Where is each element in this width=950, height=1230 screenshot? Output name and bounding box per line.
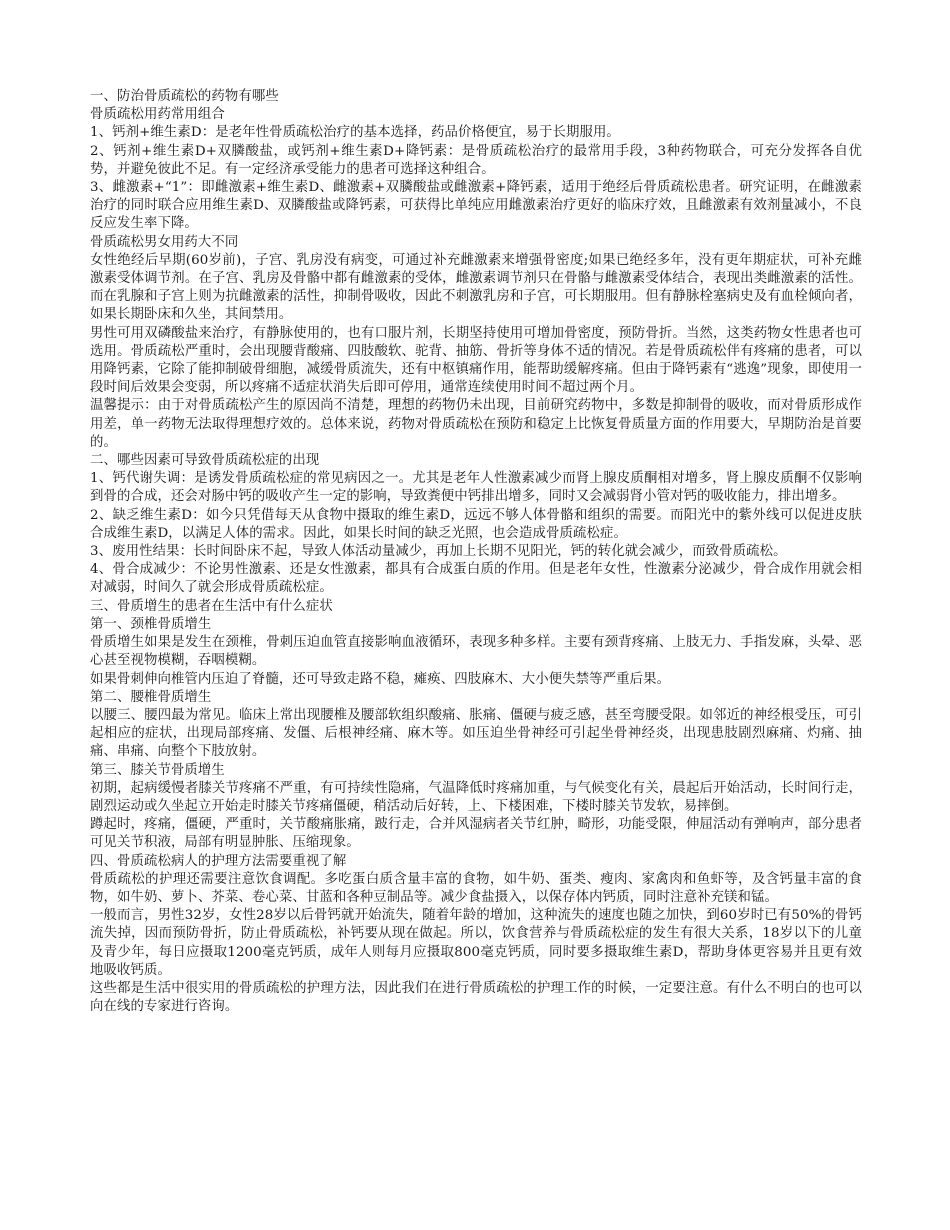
paragraph: 2、缺乏维生素D：如今只凭借每天从食物中摄取的维生素D，远远不够人体骨骼和组织的需要。而阳光中的紫外线可以促进皮肤合成维生素D，以满足人体的需求。因此，如果长时间的缺乏光照，也会造成骨质疏松症。 xyxy=(90,507,862,541)
paragraph: 如果骨刺伸向椎管内压迫了脊髓，还可导致走路不稳，瘫痪、四肢麻木、大小便失禁等严重后果。 xyxy=(90,671,671,687)
subheading-cervical: 第一、颈椎骨质增生 xyxy=(90,616,212,632)
paragraph: 1、钙代谢失调：是诱发骨质疏松症的常见病因之一。尤其是老年人性激素减少而肾上腺皮质酮相对增多，肾上腺皮质酮不仅影响到骨的合成，还会对肠中钙的吸收产生一定的影响，导致粪便中钙排出增多，同时又会减弱肾小管对钙的吸收能力，排出增多。 xyxy=(90,471,862,505)
paragraph: 3、废用性结果：长时间卧床不起，导致人体活动量减少，再加上长期不见阳光，钙的转化就会减少，而致骨质疏松。 xyxy=(90,544,787,560)
paragraph: 一般而言，男性32岁，女性28岁以后骨钙就开始流失，随着年龄的增加，这种流失的速度也随之加快，到60岁时已有50%的骨钙流失掉，因而预防骨折，防止骨质疏松，补钙要从现在做起。所以，饮食营养与骨质疏松症的发生有很大关系，18岁以下的儿童及青少年，每日应摄取1200毫克钙质，成年人则每月应摄取800毫克钙质，同时要多摄取维生素D，帮助身体更容易并且更有效地吸收钙质。 xyxy=(90,908,862,978)
section-heading-1: 一、防治骨质疏松的药物有哪些 xyxy=(90,89,279,104)
section-heading-3: 三、骨质增生的患者在生活中有什么症状 xyxy=(90,598,333,614)
paragraph: 4、骨合成减少：不论男性激素、还是女性激素，都具有合成蛋白质的作用。但是老年女性，性激素分泌减少，骨合成作用就会相对减弱，时间久了就会形成骨质疏松症。 xyxy=(90,562,862,596)
section-heading-2: 二、哪些因素可导致骨质疏松症的出现 xyxy=(90,453,320,469)
document-body xyxy=(90,88,862,1016)
paragraph: 1、钙剂+维生素D：是老年性骨质疏松治疗的基本选择，药品价格便宜，易于长期服用。 xyxy=(90,125,620,141)
paragraph: 以腰三、腰四最为常见。临床上常出现腰椎及腰部软组织酸痛、胀痛、僵硬与疲乏感，甚至弯腰受限。如邻近的神经根受压，可引起相应的症状，出现局部疼痛、发僵、后根神经痛、麻木等。如压迫坐骨神经可引起坐骨神经炎，出现患肢剧烈麻痛、灼痛、抽痛、串痛、向整个下肢放射。 xyxy=(90,707,862,760)
paragraph: 初期，起病缓慢者膝关节疼痛不严重，有可持续性隐痛，气温降低时疼痛加重，与气候变化有关，晨起后开始活动，长时间行走，剧烈运动或久坐起立开始走时膝关节疼痛僵硬，稍活动后好转，上、下楼困难，下楼时膝关节发软，易摔倒。 xyxy=(90,780,862,814)
subheading-drug-combinations: 骨质疏松用药常用组合 xyxy=(90,107,225,123)
paragraph: 蹲起时，疼痛，僵硬，严重时，关节酸痛胀痛，跛行走，合并风湿病者关节红肿，畸形，功能受限，伸屈活动有弹响声，部分患者可见关节积液，局部有明显肿胀、压缩现象。 xyxy=(90,817,862,851)
section-heading-4: 四、骨质疏松病人的护理方法需要重视了解 xyxy=(90,853,347,869)
paragraph: 女性绝经后早期(60岁前)，子宫、乳房没有病变，可通过补充雌激素来增强骨密度;如果已绝经多年，没有更年期症状，可补充雌激素受体调节剂。在子宫、乳房及骨骼中都有雌激素的受体，雌激素调节剂只在骨骼与雌激素受体结合，表现出类雌激素的活性。而在乳腺和子宫上则为抗雌激素的活性，抑制骨吸收，因此不刺激乳房和子宫，可长期服用。但有静脉栓塞病史及有血栓倾向者，如果长期卧床和久坐，其间禁用。 xyxy=(90,252,862,323)
paragraph: 2、钙剂+维生素D+双膦酸盐，或钙剂+维生素D+降钙素：是骨质疏松治疗的最常用手段，3种药物联合，可充分发挥各自优势，并避免彼此不足。有一定经济承受能力的患者可选择这种组合。 xyxy=(90,143,862,177)
subheading-knee: 第三、膝关节骨质增生 xyxy=(90,762,225,778)
paragraph: 男性可用双磷酸盐来治疗，有静脉使用的，也有口服片剂，长期坚持使用可增加骨密度，预防骨折。当然，这类药物女性患者也可选用。骨质疏松严重时，会出现腰背酸痛、四肢酸软、驼背、抽筋、骨折等身体不适的情况。若是骨质疏松伴有疼痛的患者，可以用降钙素，它除了能抑制破骨细胞，减缓骨质流失，还有中枢镇痛作用，能帮助缓解疼痛。但由于降钙素有“逃逸”现象，即使用一段时间后效果会变弱，所以疼痛不适症状消失后即可停用，通常连续使用时间不超过两个月。 xyxy=(90,325,862,396)
paragraph: 3、雌激素+“1”：即雌激素+维生素D、雌激素+双膦酸盐或雌激素+降钙素，适用于绝经后骨质疏松患者。研究证明，在雌激素治疗的同时联合应用维生素D、双膦酸盐或降钙素，可获得比单纯应用雌激素治疗更好的临床疗效，且雌激素有效剂量减小，不良反应发生率下降。 xyxy=(90,180,862,232)
paragraph-tip: 温馨提示：由于对骨质疏松产生的原因尚不清楚，理想的药物仍未出现，目前研究药物中，多数是抑制骨的吸收，而对骨质形成作用差，单一药物无法取得理想疗效的。总体来说，药物对骨质疏松在预防和稳定上比恢复骨质量方面的作用要大，早期防治是首要的。 xyxy=(90,398,862,450)
subheading-gender-differences: 骨质疏松男女用药大不同 xyxy=(90,234,239,250)
paragraph: 骨质增生如果是发生在颈椎，骨刺压迫血管直接影响血液循环，表现多种多样。主要有颈背疼痛、上肢无力、手指发麻，头晕、恶心甚至视物模糊，吞咽模糊。 xyxy=(90,635,862,669)
paragraph: 骨质疏松的护理还需要注意饮食调配。多吃蛋白质含量丰富的食物，如牛奶、蛋类、瘦肉、家禽肉和鱼虾等，及含钙量丰富的食物，如牛奶、萝卜、芥菜、卷心菜、甘蓝和各种豆制品等。减少食盐摄入，以保存体内钙质，同时注意补充镁和锰。 xyxy=(90,871,862,905)
subheading-lumbar: 第二、腰椎骨质增生 xyxy=(90,689,212,705)
paragraph: 这些都是生活中很实用的骨质疏松的护理方法，因此我们在进行骨质疏松的护理工作的时候，一定要注意。有什么不明白的也可以向在线的专家进行咨询。 xyxy=(90,980,862,1015)
